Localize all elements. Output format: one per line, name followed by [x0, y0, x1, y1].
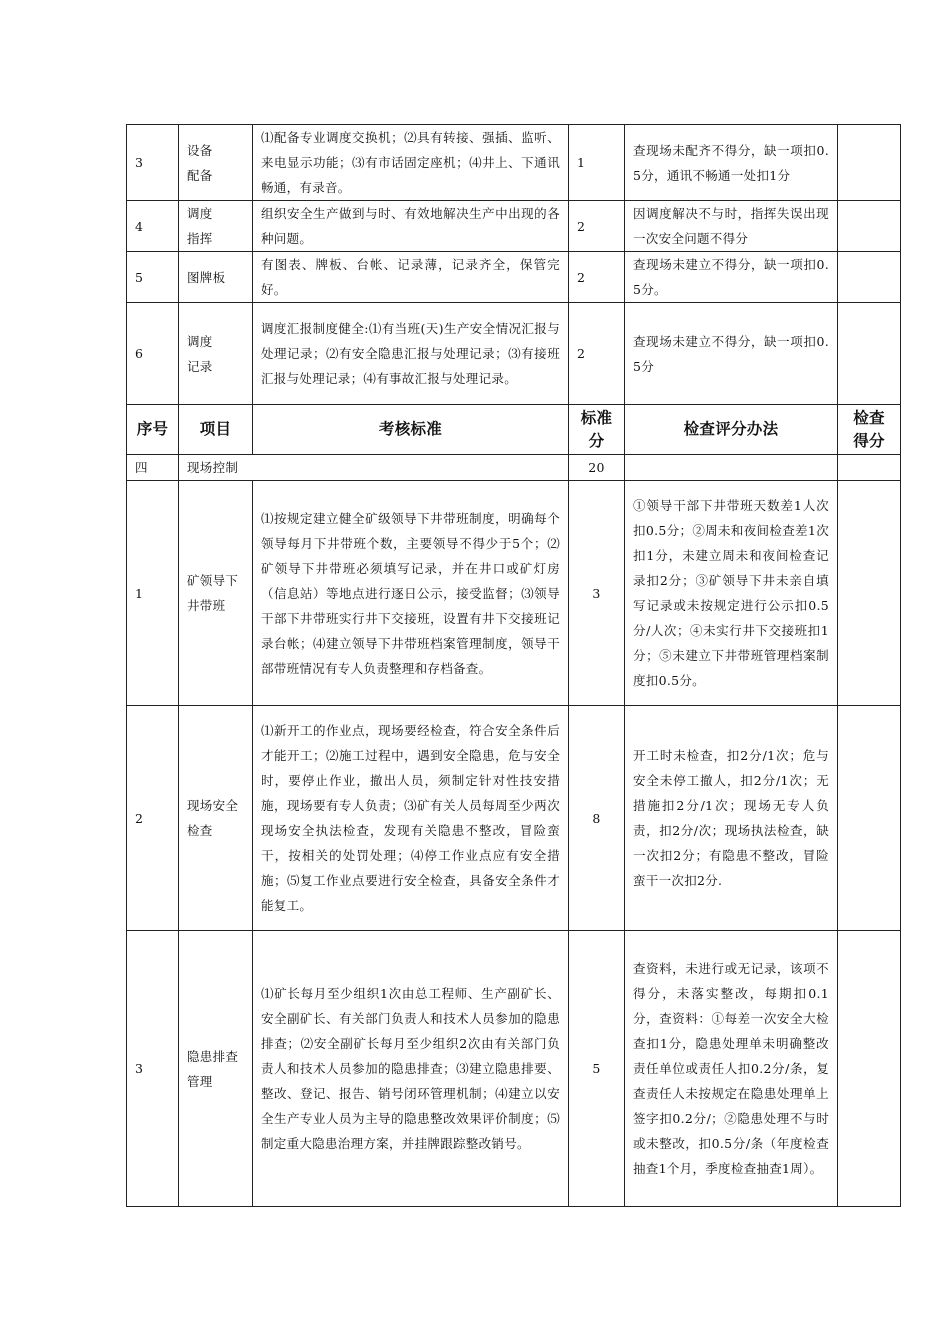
- row-standard: ⑴矿长每月至少组织1次由总工程师、生产副矿长、安全副矿长、有关部门负责人和技术人员参加的隐患排查；⑵安全副矿长每月至少组织2次由有关部门负责人和技术人员参加的隐患排查；⑶建立隐患排要、整改、登记、报告、销号闭环管理机制；⑷建立以安全生产专业人员为主导的隐患整改效果评价制度；⑸制定重大隐患治理方案，并挂牌跟踪整改销号。: [253, 931, 569, 1207]
- row-standard: ⑴新开工的作业点，现场要经检查，符合安全条件后才能开工；⑵施工过程中，遇到安全隐患，危与安全时，要停止作业，撤出人员，须制定针对性技安措施，现场要有专人负责；⑶矿有关人员每周至少两次现场安全执法检查，发现有关隐患不整改，冒险蛮干，按相关的处罚处理；⑷停工作业点应有安全措施；⑸复工作业点要进行安全检查，具备安全条件才能复工。: [253, 706, 569, 931]
- row-number: 3: [127, 931, 179, 1207]
- row-standard: ⑴配备专业调度交换机；⑵具有转接、强插、监听、来电显示功能；⑶有市话固定座机；⑷井上、下通讯畅通，有录音。: [253, 125, 569, 201]
- row-score: 2: [569, 303, 625, 405]
- section-number: 四: [127, 455, 179, 481]
- row-number: 1: [127, 481, 179, 706]
- row-result: [838, 706, 901, 931]
- section-row: [127, 455, 901, 481]
- row-method: 查现场未建立不得分，缺一项扣0.5分。: [625, 252, 838, 303]
- row-method: 查资料，未进行或无记录，该项不得分，未落实整改，每期扣0.1分，查资料：①每差一次安全大检查扣1分，隐患处理单未明确整改责任单位或责任人扣0.2分/条，复查责任人未按规定在隐患处理单上签字扣0.2分/；②隐患处理不与时或未整改，扣0.5分/条（年度检查抽查1个月，季度检查抽查1周）。: [625, 931, 838, 1207]
- section-method: [625, 455, 838, 481]
- header-standard: 考核标准: [253, 405, 569, 455]
- header-item: 项目: [179, 405, 253, 455]
- row-standard: 调度汇报制度健全:⑴有当班(天)生产安全情况汇报与处理记录；⑵有安全隐患汇报与处理记录；⑶有接班汇报与处理记录；⑷有事故汇报与处理记录。: [253, 303, 569, 405]
- row-item: 调度 记录: [179, 303, 253, 405]
- row-score: 2: [569, 201, 625, 252]
- row-result: [838, 303, 901, 405]
- row-number: 4: [127, 201, 179, 252]
- row-result: [838, 201, 901, 252]
- section-score: 20: [569, 455, 625, 481]
- table-row: [127, 252, 901, 303]
- row-result: [838, 481, 901, 706]
- row-standard: ⑴按规定建立健全矿级领导下井带班制度，明确每个领导每月下井带班个数，主要领导不得少于5个；⑵矿领导下井带班必须填写记录，并在井口或矿灯房（信息站）等地点进行逐日公示，接受监督；⑶领导干部下井带班实行井下交接班，设置有井下交接班记录台帐；⑷建立领导下井带班档案管理制度，领导干部带班情况有专人负责整理和存档备查。: [253, 481, 569, 706]
- inspection-score-table: [126, 124, 901, 1207]
- header-no: 序号: [127, 405, 179, 455]
- table-row: [127, 706, 901, 931]
- row-item: 调度 指挥: [179, 201, 253, 252]
- row-result: [838, 931, 901, 1207]
- section-result: [838, 455, 901, 481]
- row-score: 2: [569, 252, 625, 303]
- row-item: 矿领导下井带班: [179, 481, 253, 706]
- row-method: 查现场未配齐不得分，缺一项扣0.5分，通讯不畅通一处扣1分: [625, 125, 838, 201]
- table-row: [127, 125, 901, 201]
- table-row: [127, 201, 901, 252]
- header-score: 标准 分: [569, 405, 625, 455]
- row-method: 开工时未检查，扣2分/1次；危与安全未停工撤人，扣2分/1次；无措施扣2分/1次；现场无专人负责，扣2分/次；现场执法检查，缺一次扣2分；有隐患不整改，冒险蛮干一次扣2分.: [625, 706, 838, 931]
- row-number: 5: [127, 252, 179, 303]
- header-method: 检查评分办法: [625, 405, 838, 455]
- row-score: 1: [569, 125, 625, 201]
- table-row: [127, 931, 901, 1207]
- row-score: 8: [569, 706, 625, 931]
- row-score: 3: [569, 481, 625, 706]
- row-number: 2: [127, 706, 179, 931]
- row-method: 查现场未建立不得分，缺一项扣0.5分: [625, 303, 838, 405]
- row-standard: 组织安全生产做到与时、有效地解决生产中出现的各种问题。: [253, 201, 569, 252]
- row-item: 设备 配备: [179, 125, 253, 201]
- row-item: 现场安全检查: [179, 706, 253, 931]
- row-item: 隐患排查管理: [179, 931, 253, 1207]
- row-method: ①领导干部下井带班天数差1人次扣0.5分；②周未和夜间检查差1次扣1分，未建立周未和夜间检查记录扣2分；③矿领导下井未亲自填写记录或未按规定进行公示扣0.5分/人次；④未实行井下交接班扣1分；⑤未建立下井带班管理档案制度扣0.5分。: [625, 481, 838, 706]
- row-score: 5: [569, 931, 625, 1207]
- table-header-row: [127, 405, 901, 455]
- row-result: [838, 125, 901, 201]
- row-number: 6: [127, 303, 179, 405]
- row-method: 因调度解决不与时，指挥失误出现一次安全问题不得分: [625, 201, 838, 252]
- header-result: 检查 得分: [838, 405, 901, 455]
- section-title: 现场控制: [179, 455, 569, 481]
- row-item: 图牌板: [179, 252, 253, 303]
- table-row: [127, 481, 901, 706]
- row-standard: 有图表、牌板、台帐、记录薄，记录齐全，保管完好。: [253, 252, 569, 303]
- row-number: 3: [127, 125, 179, 201]
- row-result: [838, 252, 901, 303]
- table-row: [127, 303, 901, 405]
